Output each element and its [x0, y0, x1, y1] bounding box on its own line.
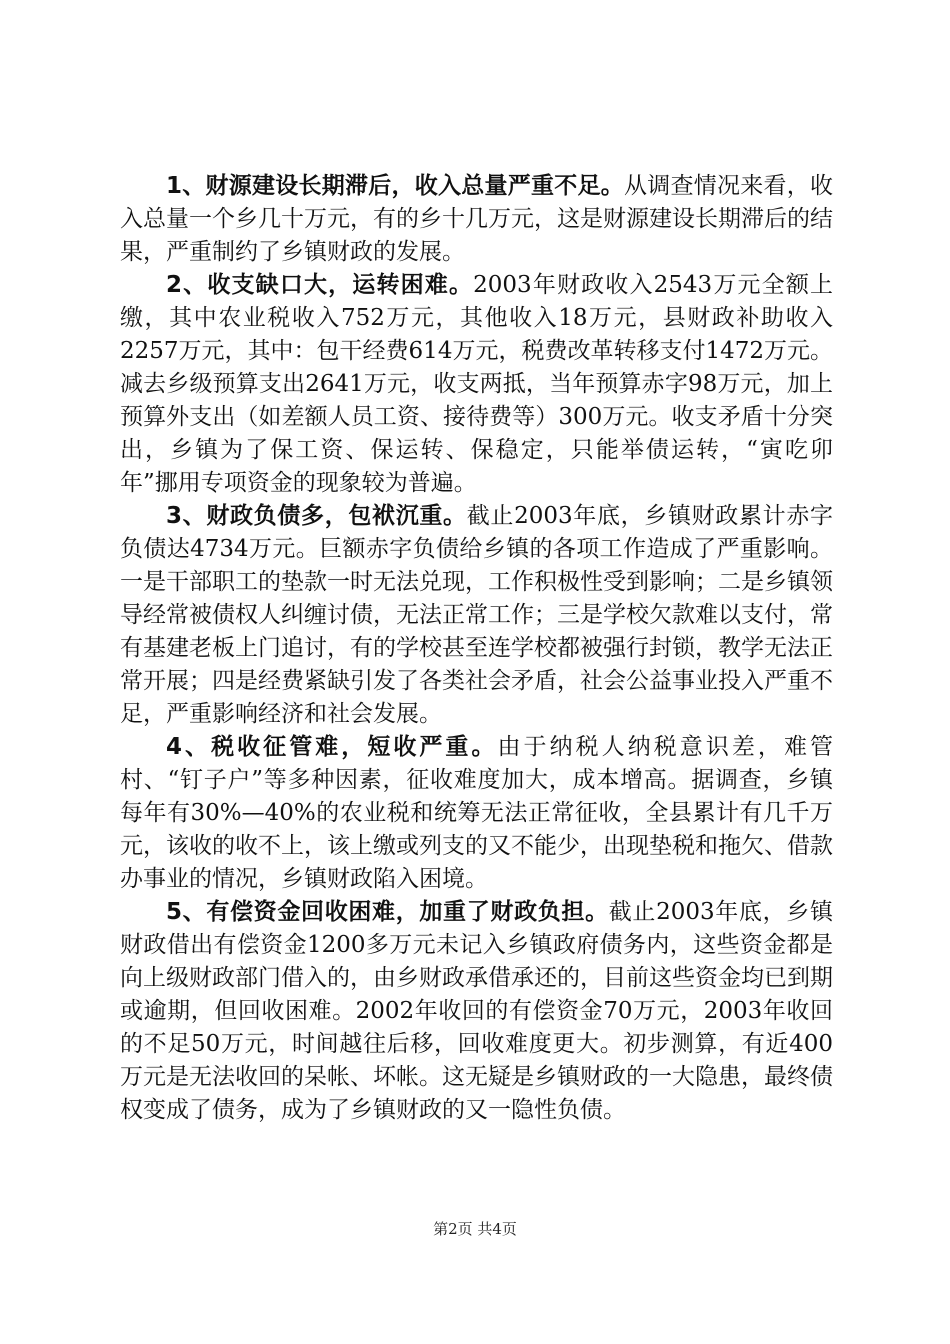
paragraph-1-heading: 1、财源建设长期滞后，收入总量严重不足。	[166, 173, 624, 199]
paragraph-1-text: 从调查情况来看，收入总量一个乡几十万元，有的乡十几万元，这是财源建设长期滞后的结果，严重制约了乡镇财政的发展。	[120, 173, 833, 265]
document-body	[120, 170, 833, 1127]
paragraph-2-text: 2003年财政收入2543万元全额上缴，其中农业税收入752万元，其他收入18万元，县财政补助收入2257万元，其中：包干经费614万元，税费改革转移支付1472万元。减去乡级预算支出2641万元，收支两抵，当年预算赤字98万元，加上预算外支出（如差额人员工资、接待费等）300万元。收支矛盾十分突出，乡镇为了保工资、保运转、保稳定，只能举债运转，“寅吃卯年”挪用专项资金的现象较为普遍。	[120, 272, 833, 496]
paragraph-4-text: 由于纳税人纳税意识差，难管村、“钉子户”等多种因素，征收难度加大，成本增高。据调查，乡镇每年有30%—40%的农业税和统筹无法正常征收，全县累计有几千万元，该收的收不上，该上缴或列支的又不能少，出现垫税和拖欠、借款办事业的情况，乡镇财政陷入困境。	[120, 734, 833, 892]
page-number: 第2页 共4页	[433, 1220, 517, 1238]
paragraph-5-heading: 5、有偿资金回收困难，加重了财政负担。	[166, 899, 609, 925]
paragraph-3-heading: 3、财政负债多，包袱沉重。	[166, 503, 467, 529]
paragraph-4	[120, 731, 833, 896]
paragraph-3	[120, 500, 833, 731]
paragraph-3-text: 截止2003年底，乡镇财政累计赤字负债达4734万元。巨额赤字负债给乡镇的各项工作造成了严重影响。一是干部职工的垫款一时无法兑现，工作积极性受到影响；二是乡镇领导经常被债权人纠缠讨债，无法正常工作；三是学校欠款难以支付，常有基建老板上门追讨，有的学校甚至连学校都被强行封锁，教学无法正常开展；四是经费紧缺引发了各类社会矛盾，社会公益事业投入严重不足，严重影响经济和社会发展。	[120, 503, 833, 727]
paragraph-2-heading: 2、收支缺口大，运转困难。	[166, 272, 474, 298]
paragraph-5-text: 截止2003年底，乡镇财政借出有偿资金1200多万元未记入乡镇政府债务内，这些资金都是向上级财政部门借入的，由乡财政承借承还的，目前这些资金均已到期或逾期，但回收困难。2002年收回的有偿资金70万元，2003年收回的不足50万元，时间越往后移，回收难度更大。初步测算，有近400万元是无法收回的呆帐、坏帐。这无疑是乡镇财政的一大隐患，最终债权变成了债务，成为了乡镇财政的又一隐性负债。	[120, 899, 833, 1123]
paragraph-4-heading: 4、税收征管难，短收严重。	[166, 734, 498, 760]
paragraph-2	[120, 269, 833, 500]
paragraph-5	[120, 896, 833, 1127]
page-footer	[0, 1218, 950, 1239]
paragraph-1	[120, 170, 833, 269]
